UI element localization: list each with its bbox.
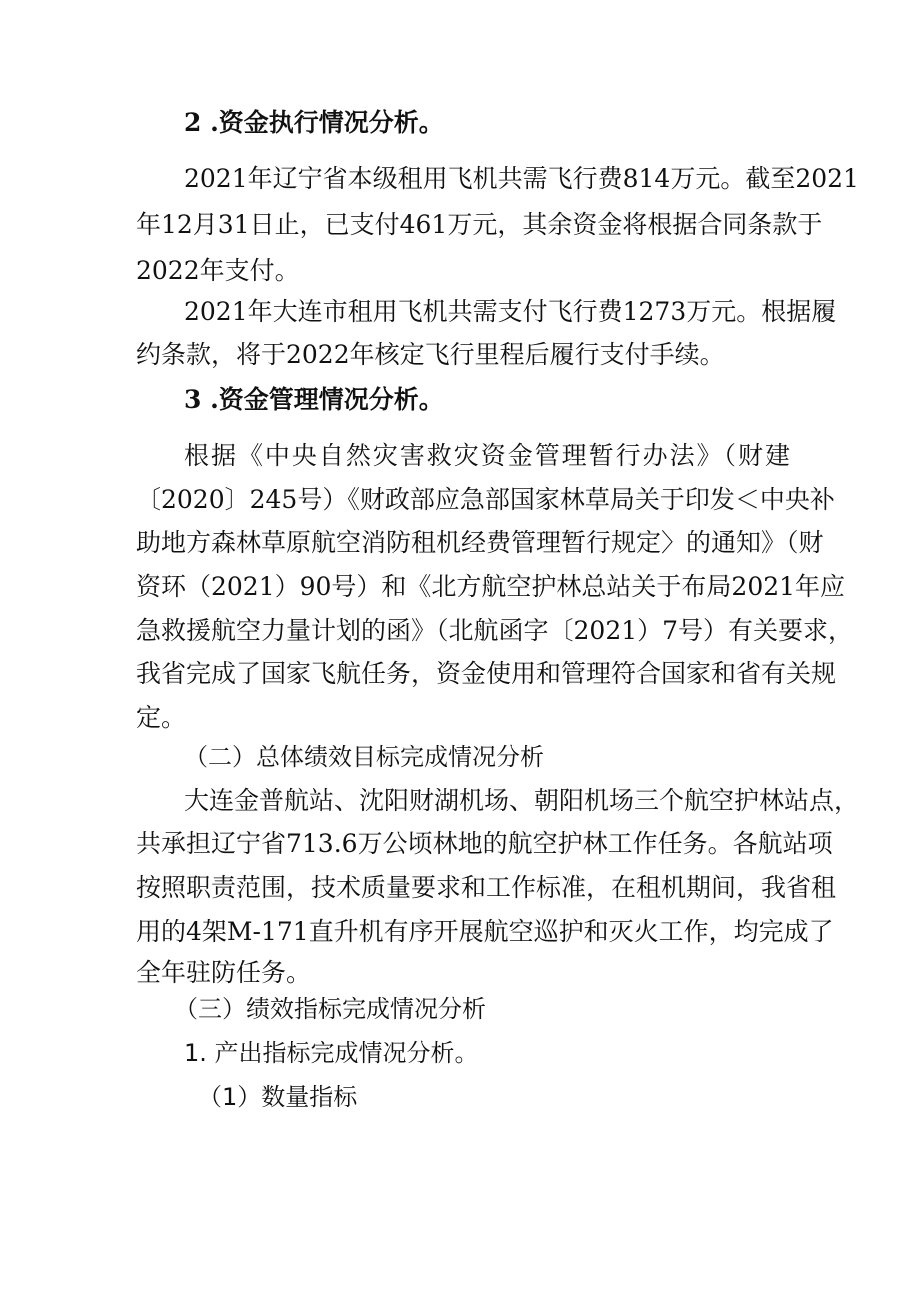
paragraph-line: 共承担辽宁省713.6万公顷林地的航空护林工作任务。各航站项 — [136, 829, 833, 858]
item-quantity-indicators: （1）数量指标 — [198, 1083, 358, 1111]
paragraph-line: 〔2020〕245号）《财政部应急部国家林草局关于印发＜中央补 — [136, 485, 835, 514]
item-output-indicators: 1. 产出指标完成情况分析。 — [184, 1039, 479, 1067]
paragraph-line: 按照职责范围，技术质量要求和工作标准，在租机期间，我省租 — [136, 873, 837, 902]
paragraph-line: 2022年支付。 — [136, 256, 300, 285]
subheading-indicators: （三）绩效指标完成情况分析 — [174, 995, 486, 1023]
subheading-overall-goal: （二）总体绩效目标完成情况分析 — [184, 743, 544, 771]
paragraph-line: 根据《中央自然灾害救灾资金管理暂行办法》（财建 — [184, 441, 790, 470]
section-heading-2: 2 .资金执行情况分析。 — [184, 108, 444, 137]
section-heading-3: 3 .资金管理情况分析。 — [184, 385, 444, 414]
paragraph-line: 助地方森林草原航空消防租机经费管理暂行规定〉的通知》（财 — [136, 528, 824, 557]
paragraph-line: 定。 — [136, 703, 187, 732]
paragraph-line: 我省完成了国家飞航任务，资金使用和管理符合国家和省有关规 — [136, 659, 837, 688]
paragraph-line: 年12月31日止，已支付461万元，其余资金将根据合同条款于 — [136, 210, 823, 239]
paragraph-line: 约条款，将于2022年核定飞行里程后履行支付手续。 — [136, 340, 725, 369]
paragraph-line: 2021年大连市租用飞机共需支付飞行费1273万元。根据履 — [184, 297, 837, 326]
paragraph-line: 资环（2021）90号）和《北方航空护林总站关于布局2021年应 — [136, 572, 846, 601]
paragraph-line: 2021年辽宁省本级租用飞机共需飞行费814万元。截至2021 — [184, 164, 859, 193]
paragraph-line: 大连金普航站、沈阳财湖机场、朝阳机场三个航空护林站点， — [184, 786, 860, 815]
paragraph-line: 急救援航空力量计划的函》（北航函字〔2021）7号）有关要求， — [136, 616, 854, 645]
paragraph-line: 用的4架M-171直升机有序开展航空巡护和灭火工作，均完成了 — [136, 917, 834, 946]
paragraph-line: 全年驻防任务。 — [136, 958, 312, 987]
